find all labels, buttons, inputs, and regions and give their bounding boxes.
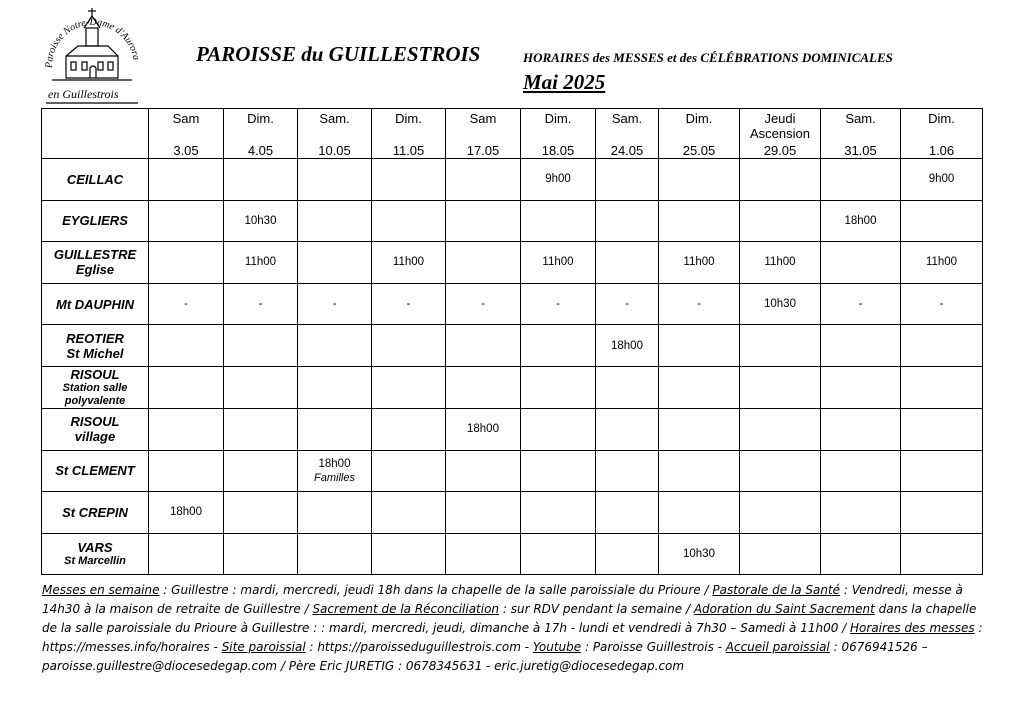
date-label: 25.05 [682,143,716,158]
logo-caption: en Guillestrois [48,87,119,101]
time-cell [298,283,372,325]
mass-time: 11h00 [542,256,574,269]
time-cell [821,325,901,367]
date-header [821,109,901,159]
church-icon [38,6,146,106]
mass-time: 18h00 [844,214,877,227]
footer-label-adoration: Adoration du Saint Sacrement [693,602,875,616]
place-name: St CLEMENT [55,463,135,479]
date-label: 31.05 [844,143,877,158]
time-cell [901,366,983,408]
time-cell [298,533,372,575]
date-label: 11.05 [392,143,425,158]
place-cell [42,242,149,284]
mass-time: 11h00 [764,256,796,269]
time-cell [659,408,740,450]
time-cell [446,325,521,367]
table-row [42,450,983,492]
time-cell [149,450,224,492]
time-cell [901,283,983,325]
footer-label-health: Pastorale de la Santé [712,583,841,597]
place-name: EYGLIERS [62,213,128,229]
time-cell [521,200,596,242]
time-cell [372,283,446,325]
place-subname: Station salle polyvalente [62,381,128,407]
time-cell [901,242,983,284]
time-cell [372,242,446,284]
time-cell [596,200,659,242]
time-cell [521,533,596,575]
table-row [42,325,983,367]
time-cell [521,366,596,408]
time-cell [446,533,521,575]
time-cell [659,450,740,492]
place-cell [42,366,149,408]
mass-time: - [858,298,863,311]
footer-label-reconciliation: Sacrement de la Réconciliation [312,602,500,616]
time-cell [596,159,659,201]
time-cell [740,159,821,201]
time-cell [901,200,983,242]
time-cell [224,408,298,450]
mass-time: 10h30 [244,214,277,227]
time-cell [224,200,298,242]
time-cell [521,159,596,201]
time-cell [596,325,659,367]
time-cell [596,492,659,534]
time-cell [298,325,372,367]
place-name: VARS [77,540,113,556]
time-cell [659,366,740,408]
time-cell [446,200,521,242]
table-row [42,408,983,450]
time-cell [224,492,298,534]
day-label: Dim. [544,111,572,126]
time-cell [149,366,224,408]
time-cell [446,242,521,284]
time-cell [659,200,740,242]
table-row [42,366,983,408]
time-cell [821,492,901,534]
header-row [42,109,983,159]
time-cell [740,450,821,492]
place-name: Mt DAUPHIN [56,296,134,312]
parish-logo [38,6,146,106]
page-subtitle: HORAIRES des MESSES et des CÉLÉBRATIONS DOMINICALES [523,50,893,65]
place-name: GUILLESTRE [53,247,137,263]
mass-time: - [556,298,560,311]
page-title: PAROISSE du GUILLESTROIS [196,42,481,66]
time-cell [224,325,298,367]
date-header [740,109,821,159]
date-label: 18.05 [541,143,575,158]
mass-time: 11h00 [925,256,958,269]
place-subname: St Michel [66,345,124,361]
time-cell [901,450,983,492]
mass-time: 9h00 [545,173,571,186]
time-cell [224,159,298,201]
place-cell [42,159,149,201]
table-row [42,283,983,325]
mass-time: - [258,298,263,311]
time-cell [659,492,740,534]
date-header [298,109,372,159]
time-cell [224,450,298,492]
time-cell [298,408,372,450]
time-cell [821,366,901,408]
time-cell [149,408,224,450]
place-cell [42,533,149,575]
time-cell [659,159,740,201]
mass-time: 11h00 [392,256,425,269]
time-cell [901,533,983,575]
mass-time: 10h30 [683,548,715,561]
time-cell [372,366,446,408]
page-month: Mai 2025 [523,70,606,94]
place-name: St CREPIN [62,504,128,520]
time-cell [372,325,446,367]
mass-time: 9h00 [928,173,955,186]
time-cell [740,533,821,575]
time-cell [740,283,821,325]
mass-time: 18h00 [467,423,499,436]
place-cell [42,408,149,450]
date-header [149,109,224,159]
footer-link-youtube[interactable]: Youtube [532,640,582,654]
time-cell [521,283,596,325]
day-label: Dim. [685,111,713,126]
mass-time: - [406,298,411,311]
mass-time: - [697,298,701,311]
time-cell [596,283,659,325]
time-cell [298,159,372,201]
time-cell [446,366,521,408]
time-cell [596,408,659,450]
time-cell [596,533,659,575]
mass-time: - [625,298,629,311]
mass-time: 10h30 [764,298,796,311]
date-header [521,109,596,159]
time-cell [901,492,983,534]
time-cell [901,408,983,450]
footer-link-mass-times[interactable]: Horaires des messes [850,621,975,635]
date-label: 24.05 [610,143,644,158]
feast-label: Ascension [750,126,810,141]
time-cell [224,533,298,575]
date-label: 17.05 [466,143,500,158]
time-cell [596,242,659,284]
time-cell [521,408,596,450]
mass-time: 11h00 [244,256,277,269]
time-cell [298,492,372,534]
time-cell [372,492,446,534]
time-cell [446,492,521,534]
date-header [446,109,521,159]
time-cell [659,325,740,367]
time-cell [821,450,901,492]
time-cell [298,200,372,242]
table-row [42,242,983,284]
footer-label-weekday: Messes en semaine [42,583,160,597]
time-cell [224,242,298,284]
time-cell [740,492,821,534]
date-label: 3.05 [173,143,199,158]
date-label: 29.05 [763,143,797,158]
time-cell [740,242,821,284]
table-row [42,492,983,534]
place-name: REOTIER [66,330,124,346]
time-cell [298,366,372,408]
time-cell [372,200,446,242]
corner-cell [42,109,149,159]
footer-notes: Messes en semaine : Guillestre : mardi, mercredi, jeudi 18h dans la chapelle de la salle paroissiale du Prioure / Pastorale de la Santé : Vendredi, messe à 14h30 à la maison de retraite de Guillestre / Sacrement de la Réconciliation : sur RDV pendant la semaine / Adoration du Saint Sacrement dans la chapelle de la salle paroissiale du Prioure à Guillestre : : mardi, mercredi, jeudi, dimanche à 17h - lundi et vendredi à 7h30 – Samedi à 11h00 / Horaires des messes : https://messes.info/horaires - Site paroissial : https://paroisseduguillestrois.com - Youtube : Paroisse Guillestrois - Accueil paroissial : 0676941526 – paroisse.guillestre@diocesedegap.com / Père Eric JURETIG : 0678345631 - eric.juretig@diocesedegap.com [42,583,983,673]
time-cell [446,283,521,325]
time-cell [149,283,224,325]
time-cell [740,408,821,450]
date-header [596,109,659,159]
time-cell [372,533,446,575]
time-cell [149,492,224,534]
place-cell [42,325,149,367]
svg-text:Paroisse Notre-Dame d'Aurora: Paroisse Notre-Dame d'Aurora [43,16,142,69]
time-cell [821,408,901,450]
date-label: 4.05 [247,143,274,158]
mass-time: 18h00 [170,506,202,519]
day-label: Sam. [319,111,350,126]
time-cell [446,408,521,450]
time-cell [298,450,372,492]
time-cell [821,283,901,325]
mass-note: Familles [314,471,355,484]
time-cell [821,159,901,201]
place-cell [42,283,149,325]
time-cell [821,242,901,284]
date-label: 10.05 [318,143,351,158]
time-cell [149,159,224,201]
footer-link-website[interactable]: Site paroissial [221,640,306,654]
schedule-table [41,108,983,575]
time-cell [659,283,740,325]
place-name: RISOUL [70,414,120,430]
day-label: Sam [469,111,497,126]
place-name: CEILLAC [66,171,124,187]
table-row [42,533,983,575]
place-name: RISOUL [70,366,120,382]
mass-time: 18h00 [318,457,351,470]
mass-time: 11h00 [683,256,715,269]
day-label: Sam. [611,111,643,126]
time-cell [659,533,740,575]
table-row [42,200,983,242]
day-label: Sam. [845,111,876,126]
place-subname: village [74,429,116,445]
mass-time: - [939,298,944,311]
time-cell [149,325,224,367]
time-cell [740,200,821,242]
time-cell [372,408,446,450]
mass-time: - [332,298,337,311]
footer-label-reception: Accueil paroissial [725,640,830,654]
time-cell [596,366,659,408]
day-label: Dim. [395,111,422,126]
time-cell [740,325,821,367]
time-cell [372,159,446,201]
time-cell [521,450,596,492]
time-cell [149,200,224,242]
time-cell [149,533,224,575]
time-cell [596,450,659,492]
time-cell [740,366,821,408]
date-header [372,109,446,159]
time-cell [224,283,298,325]
time-cell [821,533,901,575]
table-row [42,159,983,201]
time-cell [521,242,596,284]
mass-time: 18h00 [611,339,643,352]
place-cell [42,450,149,492]
mass-time: - [184,298,188,311]
time-cell [521,492,596,534]
mass-time: - [481,298,485,311]
time-cell [372,450,446,492]
day-label: Dim. [247,111,274,126]
time-cell [446,159,521,201]
place-subname: St Marcellin [64,555,126,568]
day-label: Jeudi [764,111,796,126]
day-label: Dim. [928,111,955,126]
place-cell [42,200,149,242]
time-cell [901,325,983,367]
day-label: Sam [172,111,200,126]
time-cell [298,242,372,284]
time-cell [446,450,521,492]
date-header [224,109,298,159]
time-cell [149,242,224,284]
time-cell [224,366,298,408]
date-header [659,109,740,159]
date-header [901,109,983,159]
place-subname: Eglise [75,262,115,278]
time-cell [821,200,901,242]
date-label: 1.06 [928,143,955,158]
time-cell [901,159,983,201]
time-cell [521,325,596,367]
place-cell [42,492,149,534]
time-cell [659,242,740,284]
